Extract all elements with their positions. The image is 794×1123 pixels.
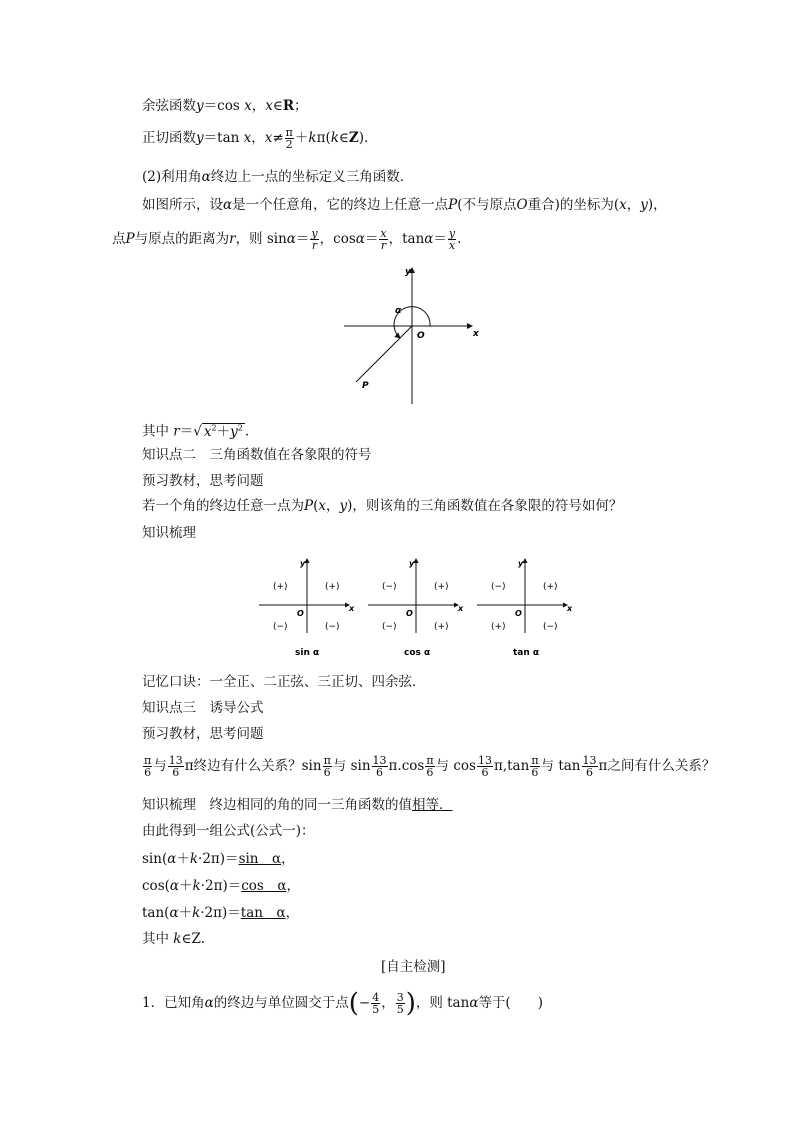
sign-charts (255, 555, 575, 665)
quadrant-2-sign: (+) (273, 582, 288, 592)
numerator: 13 (477, 754, 492, 767)
definition-paragraph-line1 (142, 196, 667, 214)
y-label: y (405, 267, 411, 277)
knowledge-summary-label: 知识梳理 (142, 525, 196, 541)
text: 的终边与单位圆交于点 (213, 995, 349, 1011)
var-k: k (192, 905, 201, 921)
denominator: x (448, 239, 456, 252)
var-alpha: α (355, 231, 365, 247)
quadrant-3-sign: (−) (273, 622, 288, 632)
text: 其中 (142, 931, 169, 947)
sign-charts-svg (255, 555, 575, 665)
fraction-3-over-5 (396, 992, 405, 1015)
summary-same-terminal (142, 796, 453, 814)
text: 1．已知角 (142, 995, 205, 1011)
text: (不与原点 (457, 197, 517, 213)
fraction-13-over-6 (372, 755, 388, 778)
right-paren: ) (405, 988, 416, 1019)
var-alpha: α (424, 231, 434, 247)
var-k: k (330, 130, 339, 146)
x-label: x (473, 329, 479, 339)
var-k: k (189, 851, 199, 867)
chart-caption: cos α (404, 648, 431, 658)
formula-cos (142, 877, 300, 895)
text: ＋ (176, 851, 190, 867)
question-1 (142, 988, 543, 1019)
denominator: 6 (481, 766, 489, 779)
var-r: r (229, 231, 236, 247)
text: 若一个角的终边任意一点为 (142, 498, 304, 514)
quadrant-1-sign: (+) (325, 582, 340, 592)
text: ∈Z. (181, 931, 205, 947)
x-label: x (349, 604, 355, 613)
exponent: 2 (211, 423, 217, 432)
text: 知识梳理 终边相同的角的同一三角函数的值 (142, 797, 412, 813)
formula-group-intro: 由此得到一组公式(公式一)： (142, 823, 315, 839)
numerator: 13 (372, 754, 387, 767)
text: ， (326, 498, 340, 514)
origin-label: O (417, 331, 425, 341)
text: sin( (142, 851, 168, 867)
text: π之间有什么关系？ (598, 758, 716, 774)
text: )． (358, 130, 378, 146)
fraction-pi-over-6 (530, 755, 539, 778)
y-label: y (518, 559, 524, 568)
fraction-13-over-6 (477, 755, 493, 778)
numerator: x (380, 227, 387, 240)
fraction-pi-over-6 (425, 755, 434, 778)
text: ＋ (216, 423, 231, 440)
text: ； (294, 98, 308, 114)
var-k: k (173, 931, 182, 947)
quadrant-4-sign: (+) (434, 622, 449, 632)
text: . (457, 231, 462, 247)
numerator: π (531, 754, 539, 767)
fraction-pi-over-2 (285, 127, 294, 150)
var-P: P (304, 498, 314, 514)
y-label: y (409, 559, 415, 568)
text: 与 cos (435, 758, 476, 774)
text: 重合)的坐标为( (527, 197, 620, 213)
numerator: π (323, 754, 331, 767)
alpha-label: α (395, 306, 402, 316)
quadrant-2-sign: (−) (382, 582, 397, 592)
text: 与 sin (332, 758, 371, 774)
quadrant-1-sign: (+) (434, 582, 449, 592)
text: 如图所示，设 (142, 197, 223, 213)
quadrant-2-sign: (−) (491, 582, 506, 592)
p-label: P (362, 381, 369, 391)
var-alpha: α (201, 169, 211, 185)
knowledge-point-3-title: 知识点三 诱导公式 (142, 700, 264, 716)
text: ＋ (294, 130, 309, 146)
text: ， (251, 98, 266, 114)
text: 与 (153, 758, 167, 774)
text: − (358, 995, 371, 1011)
fraction-x-over-r (379, 228, 387, 251)
var-alpha: α (169, 905, 179, 921)
var-y: y (196, 130, 204, 146)
chart-caption: sin α (295, 648, 320, 658)
text: 其中 (142, 423, 169, 440)
y-label: y (300, 559, 306, 568)
fraction-y-over-x (448, 228, 456, 251)
denominator: 5 (396, 1003, 404, 1016)
var-x: x (243, 130, 252, 146)
var-alpha: α (469, 995, 479, 1011)
text: ， (286, 878, 300, 894)
text: π.cos (388, 758, 425, 774)
text: ，tan (388, 231, 425, 247)
text: ≠ (272, 130, 284, 146)
text: (2)利用角 (142, 169, 202, 185)
text: ＋ (178, 905, 193, 921)
text: π,tan (493, 758, 530, 774)
set-R: R (282, 98, 295, 114)
denominator: 6 (376, 766, 384, 779)
text: π (184, 758, 194, 774)
text: . (244, 423, 250, 440)
text: ，则 tan (415, 995, 470, 1011)
terminal-side (356, 326, 412, 382)
answer-cos: cos α (241, 878, 287, 894)
formula-sin (142, 850, 295, 868)
text: ， (381, 995, 395, 1011)
numerator: π (144, 754, 152, 767)
answer-equal: 相等． (412, 797, 453, 813)
set-Z: Z (348, 130, 359, 146)
numerator: π (426, 754, 434, 767)
fraction-pi-over-6 (143, 755, 152, 778)
denominator: 2 (285, 138, 293, 151)
text: ， (626, 197, 641, 213)
var-y: y (230, 423, 238, 440)
text: )， (647, 197, 667, 213)
text: ，则 sin (235, 231, 287, 247)
var-P: P (125, 231, 135, 247)
var-x: x (619, 197, 627, 213)
var-k: k (308, 130, 317, 146)
fraction-4-over-5 (371, 992, 380, 1015)
var-alpha: α (204, 995, 214, 1011)
preview-instruction: 预习教材，思考问题 (142, 473, 264, 489)
text: 正切函数 (142, 130, 196, 146)
text: cos( (142, 878, 170, 894)
text: ， (251, 130, 265, 146)
definition-paragraph-line2 (112, 228, 461, 251)
numerator: 3 (396, 991, 404, 1004)
var-alpha: α (223, 197, 233, 213)
text: ＝ (364, 231, 379, 247)
text: 与原点的距离为 (134, 231, 230, 247)
var-x: x (203, 423, 212, 440)
fraction-13-over-6 (168, 755, 184, 778)
denominator: r (311, 239, 318, 252)
var-x: x (264, 130, 273, 146)
text: ， (285, 905, 300, 921)
text: ( (313, 498, 319, 514)
x-label: x (567, 604, 573, 613)
text: ＝ (179, 423, 194, 440)
denominator: 5 (372, 1003, 380, 1016)
text: ·2π)＝ (198, 851, 239, 867)
text: ·2π)＝ (200, 905, 241, 921)
numerator: 13 (168, 754, 183, 767)
text: ＝ (295, 231, 310, 247)
var-O: O (516, 197, 528, 213)
mnemonic-line: 记忆口诀：一全正、二正弦、三正切、四余弦． (142, 674, 426, 690)
text: ＝ (433, 231, 447, 247)
text: ， (281, 851, 295, 867)
var-y: y (640, 197, 648, 213)
var-P: P (448, 197, 458, 213)
text: 等于( ) (478, 995, 543, 1011)
var-y: y (339, 498, 348, 514)
denominator: 6 (144, 766, 152, 779)
origin-label: O (515, 609, 522, 618)
text: tan( (142, 905, 170, 921)
text: ，cos (319, 231, 356, 247)
text: 点 (112, 231, 126, 247)
fraction-pi-over-6 (323, 755, 332, 778)
denominator: 6 (586, 766, 594, 779)
quadrant-1-sign: (+) (543, 582, 558, 592)
text: ＋ (179, 878, 193, 894)
answer-sin: sin α (238, 851, 282, 867)
var-alpha: α (286, 231, 296, 247)
var-alpha: α (167, 851, 177, 867)
fraction-y-over-r (310, 228, 318, 251)
text: 终边有什么关系？sin (193, 758, 322, 774)
text: 终边上一点的坐标定义三角函数． (210, 169, 414, 185)
section-2-heading (142, 168, 413, 186)
question-sign (142, 497, 622, 515)
var-k: k (192, 878, 201, 894)
formula-tan (142, 904, 299, 922)
denominator: 6 (323, 766, 331, 779)
text: ＝tan (203, 130, 244, 146)
text: 是一个任意角，它的终边上任意一点 (232, 197, 449, 213)
text: ∈ (338, 130, 349, 146)
text: 与 tan (540, 758, 581, 774)
quadrant-4-sign: (−) (325, 622, 340, 632)
square-root (202, 423, 245, 440)
cosine-definition-line (142, 97, 308, 115)
self-check-heading: [自主检测] (381, 959, 446, 975)
denominator: 6 (426, 766, 434, 779)
knowledge-point-2-title: 知识点二 三角函数值在各象限的符号 (142, 447, 372, 463)
numerator: y (311, 227, 318, 240)
var-x: x (265, 98, 273, 114)
var-r: r (173, 423, 180, 440)
numerator: 4 (372, 991, 380, 1004)
numerator: π (285, 126, 293, 139)
denominator: r (380, 239, 387, 252)
preview-instruction-2: 预习教材，思考问题 (142, 726, 264, 742)
exponent: 2 (237, 423, 243, 432)
numerator: y (448, 227, 456, 240)
text: )，则该角的三角函数值在各象限的符号如何？ (347, 498, 623, 514)
chart-caption: tan α (513, 648, 540, 658)
var-x: x (318, 498, 326, 514)
where-k-in-Z (142, 930, 205, 948)
x-label: x (458, 604, 464, 613)
question-coterminal (142, 755, 715, 778)
quadrant-3-sign: (−) (382, 622, 397, 632)
text: ∈ (272, 98, 283, 114)
tangent-definition-line (142, 127, 378, 150)
origin-label: O (406, 609, 413, 618)
answer-tan: tan α (240, 905, 286, 921)
denominator: 6 (172, 766, 180, 779)
text: π( (316, 130, 331, 146)
var-alpha: α (169, 878, 180, 894)
text: ＝cos (203, 98, 245, 114)
text: 余弦函数 (142, 98, 196, 114)
var-y: y (196, 98, 204, 114)
text: ·2π)＝ (200, 878, 242, 894)
denominator: 6 (531, 766, 539, 779)
radius-formula: 其中 r＝√ $x^2+y^2$ . (142, 423, 250, 440)
var-x: x (244, 98, 252, 114)
angle-figure (340, 262, 485, 410)
numerator: 13 (582, 754, 597, 767)
origin-label: O (297, 609, 304, 618)
quadrant-4-sign: (−) (543, 622, 558, 632)
left-paren: ( (348, 988, 359, 1019)
fraction-13-over-6 (582, 755, 598, 778)
quadrant-3-sign: (+) (491, 622, 506, 632)
